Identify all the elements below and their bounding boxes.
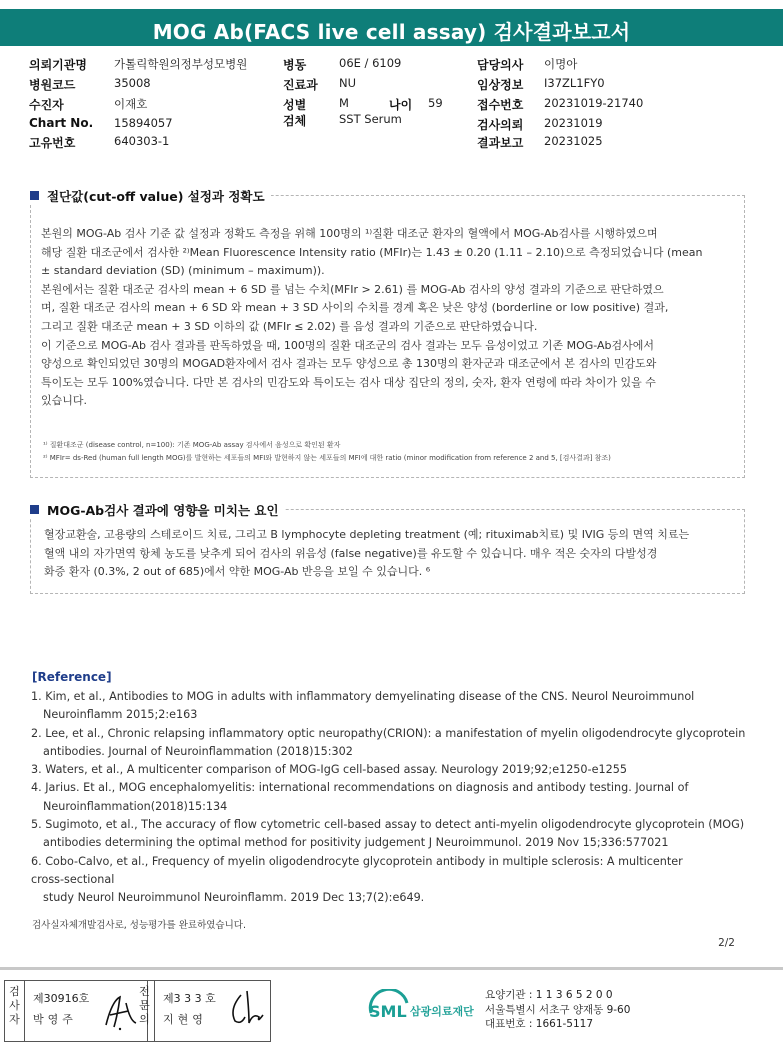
patient-label: 수진자 bbox=[29, 98, 64, 112]
technician-name: 박영주 bbox=[33, 1013, 77, 1026]
specimen-label: 검체 bbox=[283, 114, 307, 128]
doctor-label: 담당의사 bbox=[477, 58, 524, 72]
dept-label: 진료과 bbox=[283, 78, 318, 92]
reference-item: 1. Kim, et al., Antibodies to MOG in adults with inflammatory demyelinating disease of the CNS. Neurol Neuroimmunol bbox=[31, 690, 695, 703]
specimen-value: SST Serum bbox=[339, 112, 402, 126]
reference-item: Neuroinflamm 2015;2:e163 bbox=[43, 708, 198, 722]
reference-item: study Neurol Neuroimmunol Neuroinflamm. 2019 Dec 13;7(2):e649. bbox=[43, 891, 425, 905]
report-label: 결과보고 bbox=[477, 136, 524, 150]
unique-value: 640303-1 bbox=[114, 134, 170, 148]
cutoff-section-title-text: 절단값(cut-off value) 설정과 정확도 bbox=[47, 189, 265, 204]
org-info bbox=[485, 988, 630, 1032]
factors-paragraph bbox=[44, 526, 736, 582]
hospital-code-value: 35008 bbox=[114, 76, 151, 90]
bullet-square-icon bbox=[30, 505, 39, 514]
dept-value: NU bbox=[339, 76, 357, 90]
receipt-value: 20231019-21740 bbox=[544, 96, 644, 110]
request-label: 검사의뢰 bbox=[477, 118, 524, 132]
footnote: ²⁾ MFIr= ds-Red (human full length MOG)를 발현하는 세포들의 MFI와 발현하지 않는 세포들의 MFI에 대한 ratio (minor modification from reference 2 and 5, [검사결과] 참조) bbox=[43, 453, 611, 462]
paragraph-line: 이 기준으로 MOG-Ab 검사 결과를 판독하였을 때, 100명의 질환 대조군의 검사 결과는 모두 음성이었고 기존 MOG-Ab검사에서 bbox=[41, 338, 655, 352]
paragraph-line: 화증 환자 (0.3%, 2 out of 685)에서 약한 MOG-Ab 반응을 보일 수 있습니다. ⁶ bbox=[44, 565, 431, 579]
hospital-code-label: 병원코드 bbox=[29, 78, 76, 92]
paragraph-line: ± standard deviation (SD) (minimum – maximum)). bbox=[41, 264, 325, 278]
clinical-value: I37ZL1FY0 bbox=[544, 76, 605, 90]
factors-section-title-text: MOG-Ab검사 결과에 영향을 미치는 요인 bbox=[47, 503, 279, 518]
age-value: 59 bbox=[428, 96, 443, 110]
chart-label: Chart No. bbox=[29, 116, 94, 130]
info-row bbox=[0, 134, 783, 152]
report-value: 20231025 bbox=[544, 134, 603, 148]
paragraph-line: 특이도는 모두 100%였습니다. 다만 본 검사의 민감도와 특이도는 검사 대상 집단의 정의, 숫자, 환자 연령에 따라 차이가 있을 수 bbox=[41, 375, 656, 389]
reference-item: Neuroinflammation(2018)15:134 bbox=[43, 799, 228, 813]
org-address: 서울특별시 서초구 양재동 9-60 bbox=[485, 1003, 631, 1016]
doctor-value: 이명아 bbox=[544, 57, 578, 71]
info-row bbox=[0, 76, 783, 94]
patient-value: 이재호 bbox=[114, 97, 148, 111]
sml-logo-icon bbox=[367, 989, 411, 1025]
ward-value: 06E / 6109 bbox=[339, 56, 402, 70]
institution-label: 의뢰기관명 bbox=[29, 58, 87, 72]
footer-divider bbox=[0, 967, 783, 970]
sex-value: M bbox=[339, 96, 349, 110]
reference-item: 6. Cobo-Calvo, et al., Frequency of myelin oligodendrocyte glycoprotein antibody in multiple sclerosis: A multicenter bbox=[31, 854, 683, 868]
request-value: 20231019 bbox=[544, 116, 603, 130]
reference-heading: [Reference] bbox=[32, 670, 112, 684]
reference-item: 2. Lee, et al., Chronic relapsing inflammatory optic neuropathy(CRION): a manifestation of myelin oligodendrocyte glycoprotein bbox=[31, 726, 746, 740]
physician-name: 지현영 bbox=[163, 1013, 207, 1026]
ward-label: 병동 bbox=[283, 58, 307, 72]
footnotes bbox=[43, 439, 611, 464]
info-row bbox=[0, 56, 783, 74]
footnote: ¹⁾ 질환대조군 (disease control, n=100): 기존 MOG-Ab assay 검사에서 음성으로 확인된 환자 bbox=[43, 441, 341, 449]
age-label: 나이 bbox=[389, 98, 413, 112]
paragraph-line: 본원의 MOG-Ab 검사 기준 값 설정과 정확도 측정을 위해 100명의 ¹⁾질환 대조군 환자의 혈액에서 MOG-Ab검사를 시행하였으며 bbox=[41, 227, 658, 240]
physician-label: 전문의 bbox=[135, 981, 155, 1041]
validation-note: 검사실자체개발검사로, 성능평가를 완료하였습니다. bbox=[32, 920, 246, 931]
technician-label: 검사자 bbox=[5, 981, 25, 1041]
technician-signature-box bbox=[4, 980, 148, 1042]
reference-item: cross-sectional bbox=[31, 872, 115, 886]
reference-item: antibodies. Journal of Neuroinflammation (2018)15:302 bbox=[43, 744, 353, 758]
org-name: 삼광의료재단 bbox=[410, 1005, 474, 1018]
physician-license: 제3 3 3 호 bbox=[163, 992, 216, 1005]
info-row bbox=[0, 112, 783, 134]
logo-text: SML bbox=[369, 1002, 407, 1021]
institution-value: 가톨릭학원의정부성모병원 bbox=[114, 57, 248, 71]
reference-list bbox=[31, 688, 745, 908]
bullet-square-icon bbox=[30, 191, 39, 200]
cutoff-paragraph bbox=[41, 225, 733, 411]
reference-item: antibodies determining the optimal method for positivity judgement J Neuroimmunol. 2019 Nov 15;336:577021 bbox=[43, 836, 669, 850]
technician-signature-mark bbox=[100, 993, 140, 1033]
paragraph-line: 그리고 질환 대조군 mean + 3 SD 이하의 값 (MFIr ≤ 2.02) 를 음성 결과의 기준으로 판단하였습니다. bbox=[41, 319, 538, 333]
clinical-label: 임상정보 bbox=[477, 78, 524, 92]
paragraph-line: 본원에서는 질환 대조군 검사의 mean + 6 SD 를 넘는 수치(MFIr > 2.61) 를 MOG-Ab 검사의 양성 결과의 기준으로 판단하였으 bbox=[41, 282, 664, 296]
physician-signature-box bbox=[135, 980, 271, 1042]
paragraph-line: 며, 질환 대조군 검사의 mean + 6 SD 와 mean + 3 SD 사이의 수치를 경계 혹은 낮은 양성 (borderline or low positive) 결과, bbox=[41, 301, 669, 315]
page-number: 2/2 bbox=[718, 937, 735, 949]
receipt-label: 접수번호 bbox=[477, 98, 524, 112]
unique-label: 고유번호 bbox=[29, 136, 76, 150]
reference-item: 3. Waters, et al., A multicenter comparison of MOG-IgG cell-based assay. Neurology 2019;92;e1250-e1255 bbox=[31, 763, 627, 777]
paragraph-line: 있습니다. bbox=[41, 394, 88, 408]
paragraph-line: 양성으로 확인되었던 30명의 MOGAD환자에서 검사 결과는 모두 양성으로 총 130명의 환자군과 대조군에서 본 검사의 민감도와 bbox=[41, 357, 657, 371]
org-code: 요양기관 : 1 1 3 6 5 2 0 0 bbox=[485, 989, 613, 1001]
paragraph-line: 혈장교환술, 고용량의 스테로이드 치료, 그리고 B lymphocyte depleting treatment (예; rituximab치료) 및 IVIG 등의 면역 치료는 bbox=[44, 528, 690, 541]
report-title: MOG Ab(FACS live cell assay) 검사결과보고서 bbox=[152, 20, 631, 44]
factors-section-title bbox=[30, 501, 285, 519]
chart-value: 15894057 bbox=[114, 116, 173, 130]
cutoff-section-title bbox=[30, 187, 271, 205]
reference-item: 4. Jarius. Et al., MOG encephalomyelitis: international recommendations on diagnosis and antibody testing. Journal of bbox=[31, 781, 689, 795]
technician-license: 제30916호 bbox=[33, 992, 90, 1005]
report-header bbox=[0, 9, 783, 46]
physician-signature-mark bbox=[223, 987, 267, 1031]
sex-label: 성별 bbox=[283, 98, 307, 112]
reference-item: 5. Sugimoto, et al., The accuracy of flow cytometric cell-based assay to detect anti-myelin oligodendrocyte glycoprotein (MOG) bbox=[31, 818, 745, 832]
paragraph-line: 해당 질환 대조군에서 검사한 ²⁾Mean Fluorescence Intensity ratio (MFIr)는 1.43 ± 0.20 (1.11 – 2.10)으로 측정되었습니다 (mean bbox=[41, 245, 703, 259]
org-phone: 대표번호 : 1661-5117 bbox=[485, 1018, 594, 1030]
paragraph-line: 혈액 내의 자가면역 항체 농도를 낮추게 되어 검사의 위음성 (false negative)를 유도할 수 있습니다. 매우 적은 숫자의 다발성경 bbox=[44, 546, 658, 560]
